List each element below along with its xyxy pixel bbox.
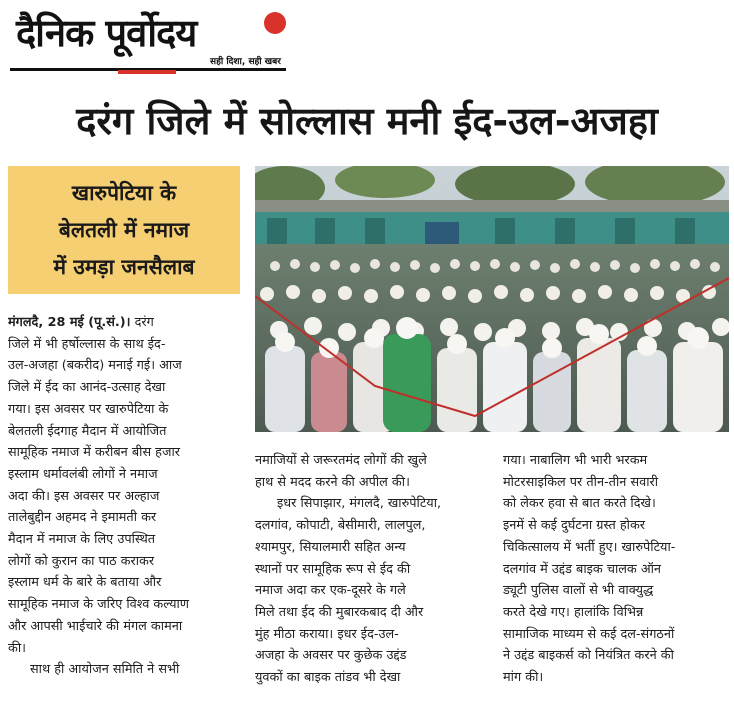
article-line: नमाजियों से जरूरतमंद लोगों की खुले bbox=[255, 453, 427, 468]
masthead-red-bar bbox=[118, 70, 176, 74]
article-line: बेलतली ईदगाह मैदान में आयोजित bbox=[8, 423, 167, 439]
article-line: श्यामपुर, सियालमारी सहित अन्य bbox=[255, 539, 406, 555]
subhead-line: खारुपेटिया के bbox=[71, 180, 177, 205]
article-line: मिले तथा ईद की मुबारकबाद दी और bbox=[255, 604, 424, 620]
article-line: दलगांव, कोपाटी, बेसीमारी, लालपुल, bbox=[255, 518, 426, 534]
subhead-box bbox=[8, 166, 240, 294]
article-line: अदा की। इस अवसर पर अल्हाज bbox=[8, 488, 160, 504]
article-line: की। bbox=[8, 640, 26, 656]
article-line: युवकों का बाइक तांडव भी देखा bbox=[255, 670, 401, 686]
article-line: गया। नाबालिग भी भारी भरकम bbox=[503, 453, 648, 468]
subhead-line: में उमड़ा जनसैलाब bbox=[53, 254, 195, 279]
crowd-photo-illustration bbox=[255, 166, 729, 432]
article-line: ने उद्दंड बाइकर्स को नियंत्रित करने की bbox=[503, 648, 674, 664]
article-line: इनमें से कई दुर्घटना ग्रस्त होकर bbox=[503, 518, 646, 534]
article-line: तालेबुद्दीन अहमद ने इमामती कर bbox=[8, 510, 157, 526]
article-line: मुंह मीठा कराया। इधर ईद-उल- bbox=[255, 626, 399, 642]
article-line: ड्यूटी पुलिस वालों से भी वाक्युद्ध bbox=[503, 583, 654, 599]
article-column-1 bbox=[8, 312, 240, 681]
article-line: सामूहिक नमाज के जरिए विश्व कल्याण bbox=[8, 597, 190, 613]
newspaper-tagline: सही दिशा, सही खबर bbox=[210, 57, 281, 67]
masthead bbox=[0, 0, 734, 82]
article-line: करते देखे गए। हालांकि विभिन्न bbox=[503, 604, 644, 620]
article-line: और आपसी भाईचारे की मंगल कामना bbox=[8, 618, 183, 634]
article-line: मांग की। bbox=[503, 670, 544, 686]
article-line: स्थानों पर सामूहिक रूप से ईद की bbox=[255, 561, 411, 577]
article-line: इस्लाम धर्मावलंबी लोगों ने नमाज bbox=[8, 466, 158, 482]
article-line: जिले में भी हर्षोल्लास के साथ ईद- bbox=[8, 336, 166, 352]
headline: दरंग जिले में सोल्लास मनी ईद-उल-अजहा bbox=[76, 99, 658, 143]
dateline: मंगलदै, 28 मई (पू.सं.)। bbox=[8, 315, 131, 330]
article-line: चिकित्सालय में भर्ती हुए। खारुपेटिया- bbox=[503, 539, 676, 555]
article-column-2 bbox=[255, 450, 483, 689]
article-line: मोटरसाइकिल पर तीन-तीन सवारी bbox=[503, 474, 659, 490]
newspaper-name: दैनिक पूर्वोदय bbox=[16, 10, 197, 55]
article-line: गया। इस अवसर पर खारुपेटिया के bbox=[8, 401, 169, 417]
article-line: साथ ही आयोजन समिति ने सभी bbox=[30, 662, 180, 678]
article-line: जिले में ईद का आनंद-उत्साह देखा bbox=[8, 380, 166, 396]
subhead-line: बेलतली में नमाज bbox=[58, 217, 190, 242]
article-line: इधर सिपाझार, मंगलदै, खारुपेटिया, bbox=[277, 496, 442, 512]
article-line: लोगों को कुरान का पाठ कराकर bbox=[8, 553, 155, 569]
logo-red-dot bbox=[264, 12, 286, 34]
article-line: इस्लाम धर्म के बारे के बताया और bbox=[8, 575, 162, 591]
article-line: हाथ से मदद करने की अपील की। bbox=[255, 474, 410, 490]
article-line: मैदान में नमाज के लिए उपस्थित bbox=[8, 532, 156, 548]
article-line: उल-अजहा (बकरीद) मनाई गई। आज bbox=[8, 358, 182, 374]
article-line: अजहा के अवसर पर कुछेक उद्दंड bbox=[255, 648, 407, 664]
article-line bbox=[8, 312, 240, 334]
newspaper-logo bbox=[10, 6, 288, 70]
article-text: दरंग bbox=[134, 315, 154, 330]
article-line: सामूहिक नमाज में करीबन बीस हजार bbox=[8, 445, 181, 461]
article-line: सामाजिक माध्यम से कई दल-संगठनों bbox=[503, 626, 675, 642]
eid-prayer-photo bbox=[255, 166, 729, 432]
article-column-3 bbox=[503, 450, 729, 689]
article-line: नमाज अदा कर एक-दूसरे के गले bbox=[255, 583, 406, 599]
article-line: दलगांव में उद्दंड बाइक चालक ऑन bbox=[503, 561, 662, 577]
article-line: को लेकर हवा से बात करते दिखे। bbox=[503, 496, 656, 512]
